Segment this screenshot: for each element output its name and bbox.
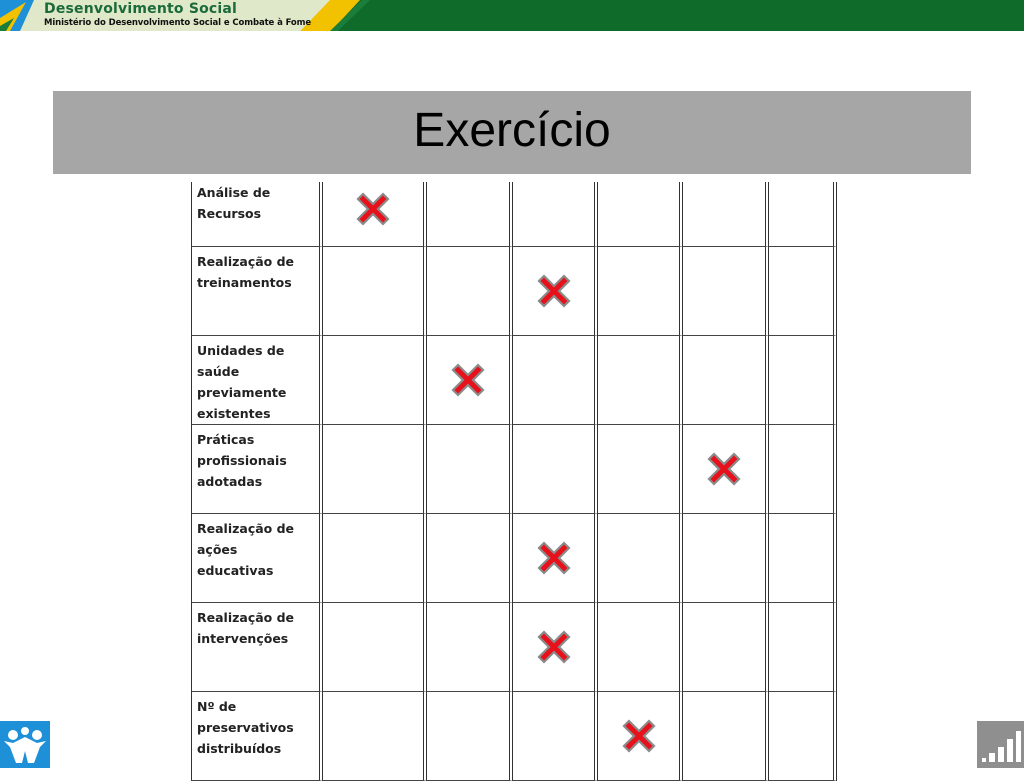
grid-cell[interactable]: [323, 514, 427, 603]
row-label: Práticas profissionais adotadas: [197, 432, 287, 489]
row-label: Unidades de saúde previamente existentes: [197, 343, 287, 421]
slide-title: Exercício: [413, 104, 611, 157]
row-label-cell: [191, 603, 323, 692]
grid-cell[interactable]: [513, 182, 598, 247]
grid-cell[interactable]: [769, 425, 837, 514]
grid-cell[interactable]: [323, 603, 427, 692]
x-mark-icon: [450, 362, 486, 398]
banner-subtitle: Ministério do Desenvolvimento Social e Combate à Fome: [44, 18, 312, 28]
banner-title: Desenvolvimento Social: [44, 1, 238, 17]
grid-cell[interactable]: [683, 603, 769, 692]
grid-cell[interactable]: [683, 514, 769, 603]
grid-cell[interactable]: [427, 514, 513, 603]
grid-cell[interactable]: [427, 182, 513, 247]
exercise-grid: [191, 182, 837, 781]
grid-cell[interactable]: [683, 425, 769, 514]
grid-cell[interactable]: [513, 603, 598, 692]
grid-cell[interactable]: [598, 514, 683, 603]
grid-cell[interactable]: [769, 247, 837, 336]
grid-cell[interactable]: [513, 514, 598, 603]
table-row: [191, 182, 837, 247]
people-logo-icon: [0, 721, 50, 768]
grid-cell[interactable]: [598, 182, 683, 247]
bar-chart-icon: [977, 721, 1024, 768]
x-mark-icon: [706, 451, 742, 487]
grid-cell[interactable]: [427, 425, 513, 514]
grid-cell[interactable]: [598, 425, 683, 514]
grid-cell[interactable]: [323, 425, 427, 514]
table-row: [191, 603, 837, 692]
grid-cell[interactable]: [427, 247, 513, 336]
grid-cell[interactable]: [513, 336, 598, 425]
grid-cell[interactable]: [323, 336, 427, 425]
ministry-logo-icon: [0, 0, 34, 31]
table-row: [191, 247, 837, 336]
grid-cell[interactable]: [769, 514, 837, 603]
grid-cell[interactable]: [683, 182, 769, 247]
grid-cell[interactable]: [598, 603, 683, 692]
grid-cell[interactable]: [598, 336, 683, 425]
top-banner: [0, 0, 1024, 31]
exercise-table: [191, 182, 837, 768]
grid-cell[interactable]: [323, 182, 427, 247]
row-label-cell: [191, 514, 323, 603]
row-label: Nº de preservativos distribuídos: [197, 699, 294, 756]
grid-cell[interactable]: [427, 336, 513, 425]
grid-cell[interactable]: [769, 336, 837, 425]
row-label: Realização de treinamentos: [197, 254, 295, 290]
row-label: Realização de ações educativas: [197, 521, 295, 578]
row-label-cell: [191, 182, 323, 247]
row-label: Realização de intervenções: [197, 610, 295, 646]
row-label-cell: [191, 247, 323, 336]
table-row: [191, 336, 837, 425]
grid-cell[interactable]: [769, 603, 837, 692]
grid-cell[interactable]: [598, 247, 683, 336]
x-mark-icon: [536, 540, 572, 576]
row-label-cell: [191, 336, 323, 425]
row-label: Análise de Recursos: [197, 185, 271, 221]
grid-cell[interactable]: [427, 603, 513, 692]
table-row: [191, 514, 837, 603]
grid-cell[interactable]: [323, 247, 427, 336]
slide-title-bar: [53, 91, 971, 174]
x-mark-icon: [536, 273, 572, 309]
x-mark-icon: [621, 718, 657, 754]
grid-cell[interactable]: [683, 247, 769, 336]
x-mark-icon: [355, 191, 391, 227]
row-label-cell: [191, 425, 323, 514]
grid-cell[interactable]: [513, 425, 598, 514]
grid-cell[interactable]: [683, 336, 769, 425]
x-mark-icon: [536, 629, 572, 665]
grid-cell[interactable]: [513, 247, 598, 336]
table-row: [191, 425, 837, 514]
grid-cell[interactable]: [769, 182, 837, 247]
